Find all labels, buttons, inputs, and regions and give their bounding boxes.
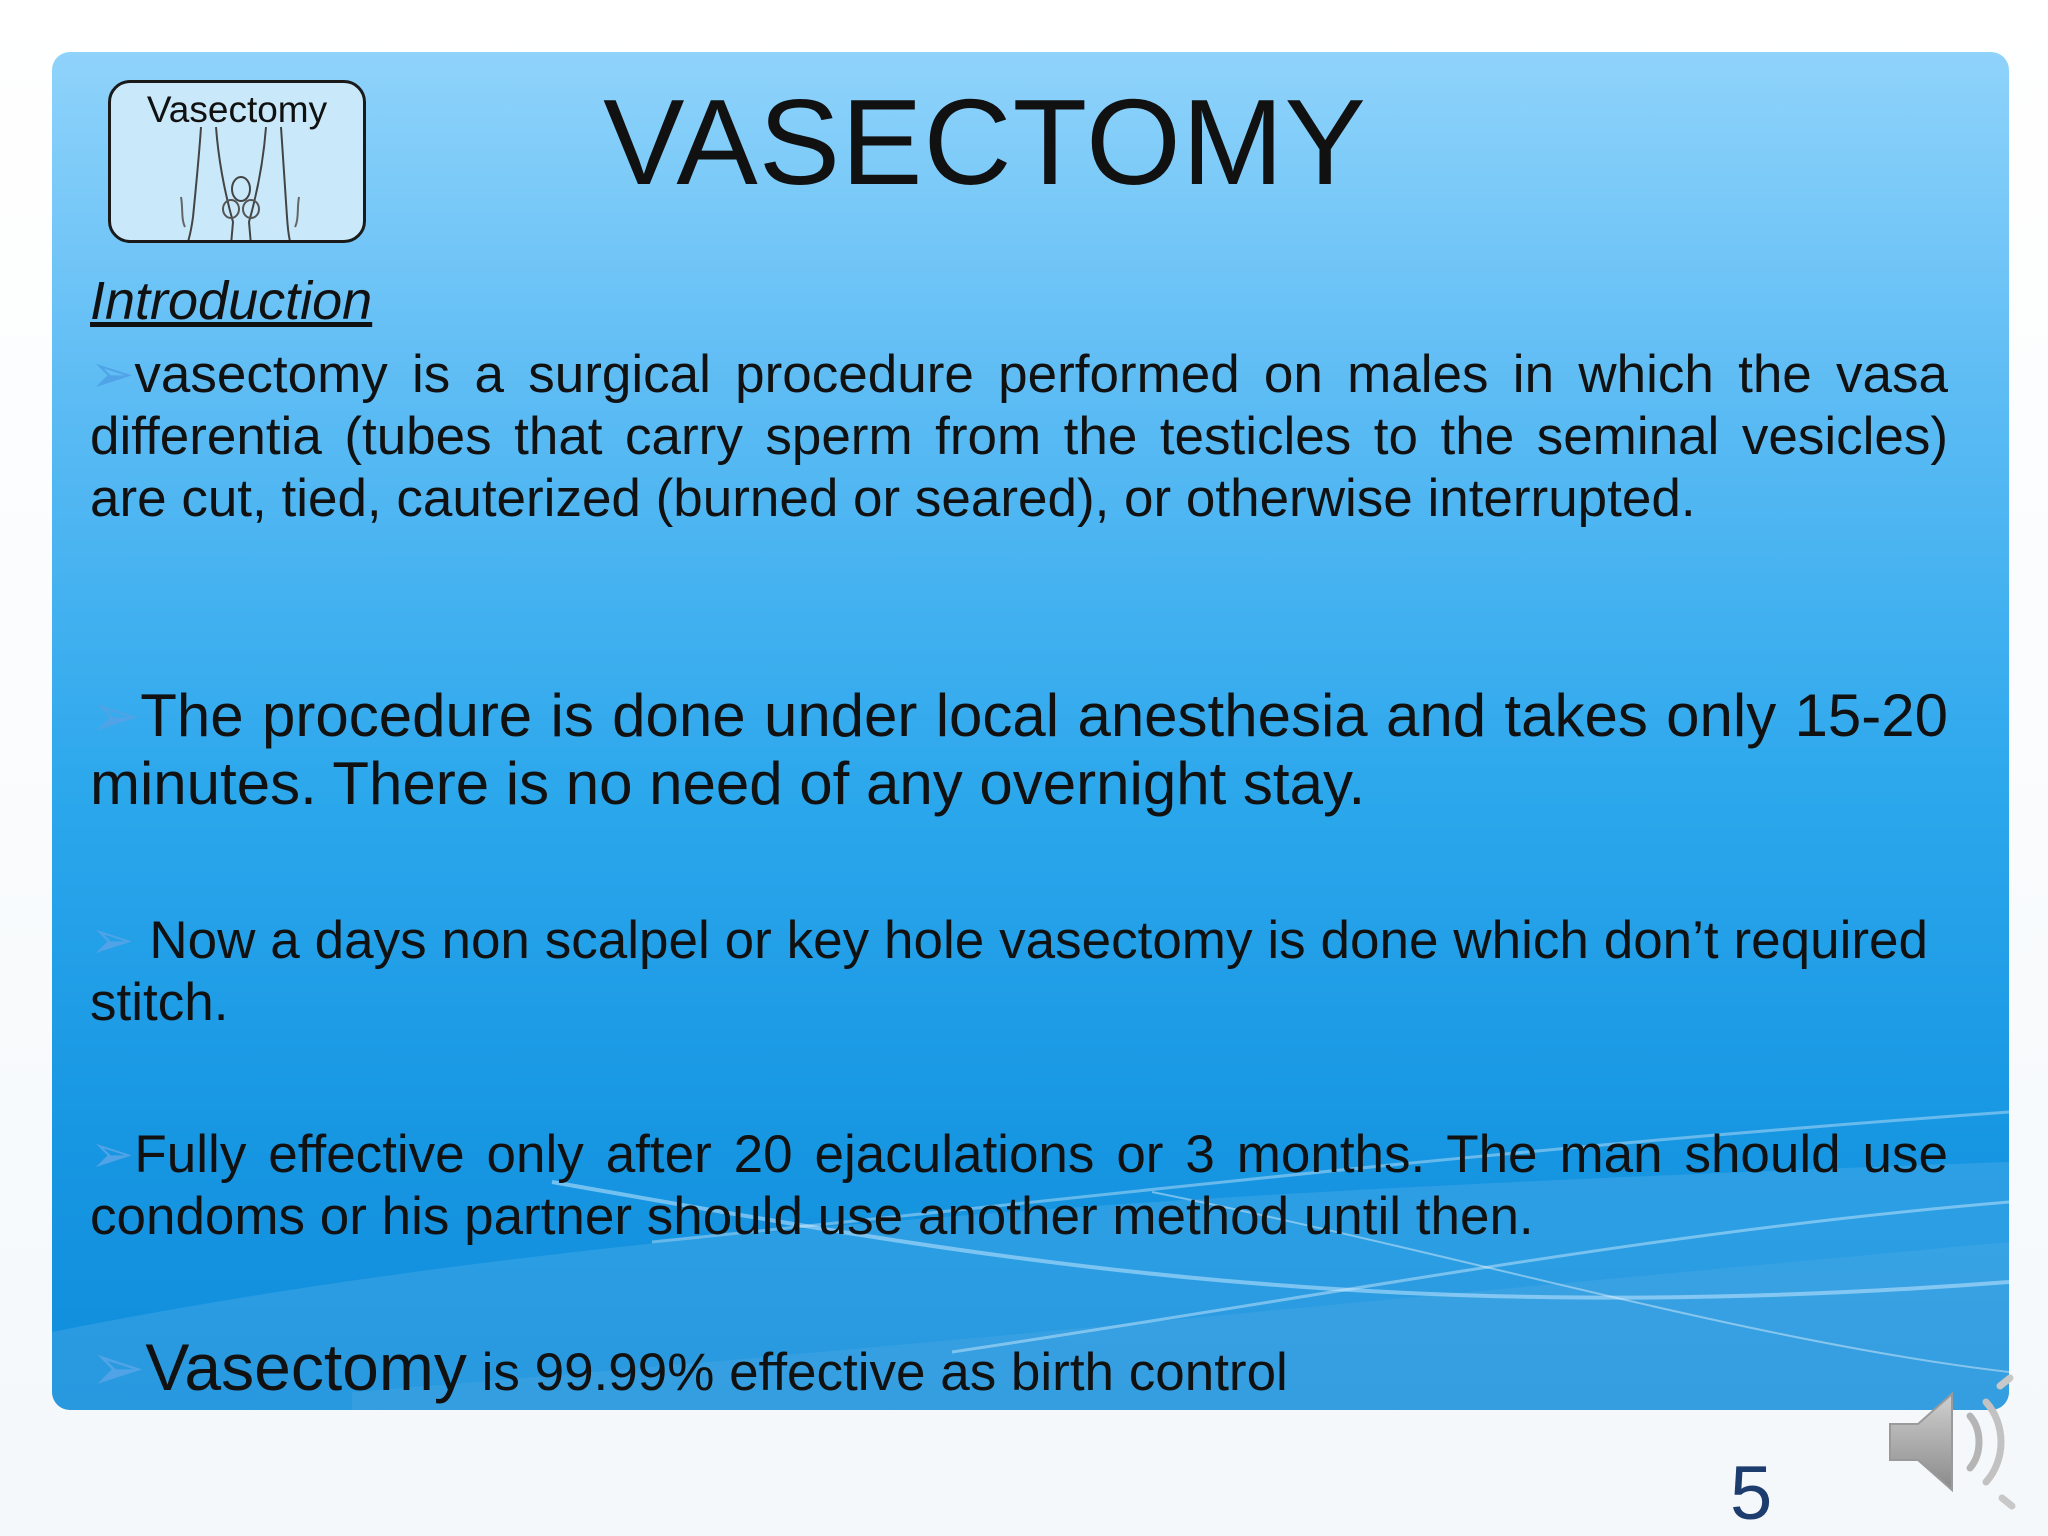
slide-title: VASECTOMY xyxy=(603,74,1367,210)
bullet-paragraph-2 xyxy=(90,682,1948,818)
bullet-arrow-icon: ➢ xyxy=(90,682,141,749)
thumbnail-label: Vasectomy xyxy=(146,89,328,130)
bullet-paragraph-4 xyxy=(90,1124,1948,1248)
intro-heading: Introduction xyxy=(90,271,373,331)
bullet-paragraph-1 xyxy=(90,344,1948,530)
speaker-icon[interactable] xyxy=(1882,1372,2022,1512)
bullet-arrow-icon: ➢ xyxy=(90,911,135,970)
bullet-arrow-icon: ➢ xyxy=(90,345,135,404)
page-number: 5 xyxy=(1730,1451,1773,1536)
bullet-text-2: The procedure is done under local anesthesia and takes only 15-20 minutes. There is no need of any overnight stay. xyxy=(90,682,1948,817)
bullet-lead-text: Vasectomy xyxy=(145,1330,467,1404)
bullet-paragraph-5 xyxy=(90,1332,1948,1408)
bullet-paragraph-3 xyxy=(90,910,1928,1034)
bullet-text-4: Fully effective only after 20 ejaculations or 3 months. The man should use condoms or his partner should use another method until then. xyxy=(90,1125,1948,1246)
bullet-text-3: Now a days non scalpel or key hole vasectomy is done which don’t required stitch. xyxy=(90,911,1928,1032)
bullet-text-5: is 99.99% effective as birth control xyxy=(466,1343,1288,1402)
bullet-arrow-icon: ➢ xyxy=(90,1330,146,1404)
vasectomy-thumbnail xyxy=(108,80,366,243)
bullet-text-1: vasectomy is a surgical procedure performed on males in which the vasa differentia (tubes that carry sperm from the testicles to the seminal vesicles) are cut, tied, cauterized (burned or seared), or otherwise interrupted. xyxy=(90,345,1948,528)
human-figure-icon xyxy=(171,127,311,243)
bullet-arrow-icon: ➢ xyxy=(90,1125,135,1184)
